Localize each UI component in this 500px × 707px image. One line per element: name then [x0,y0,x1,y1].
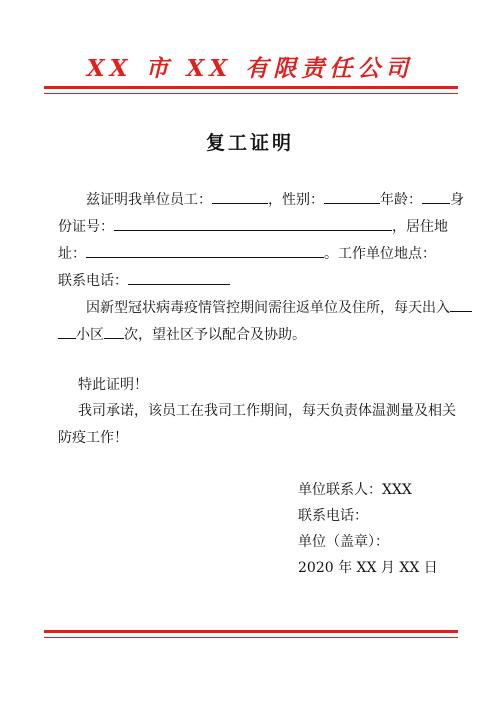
id-number-label: 份证号： [58,219,114,235]
header-rule-thin [44,93,458,94]
times-blank [104,324,124,339]
body-line-3 [58,243,436,263]
age-blank [422,189,450,204]
id-number-blank [114,216,392,231]
document-title: 复工证明 [205,132,294,154]
contact-phone: 联系电话： [298,508,368,524]
footer-rule-thick [44,630,458,633]
employee-name-label: 兹证明我单位员工： [86,192,212,208]
gender-blank [324,189,380,204]
employee-name-blank [212,189,268,204]
request-text: 次，望社区予以配合及协助。 [124,327,306,343]
age-label: 年龄： [380,192,422,208]
company-header-title: XX 市 XX 有限责任公司 [86,55,414,82]
body-line-5 [86,297,472,317]
phone-blank [128,270,230,285]
body-line-6 [58,324,306,344]
contact-person: 单位联系人：XXX [298,482,412,498]
body-line-2 [58,216,448,236]
id-label-start: 身 [450,192,464,208]
address-label: 址： [58,246,86,262]
daily-entry-blank [450,297,472,312]
reason-text: 因新型冠状病毒疫情管控期间需往返单位及住所，每天出入 [86,300,450,316]
residence-label: ，居住地 [392,219,448,235]
address-blank [86,243,324,258]
body-line-4 [58,270,230,290]
community-label: 小区 [76,327,104,343]
gender-label: ，性别： [268,192,324,208]
seal-label: 单位（盖章）： [298,534,389,550]
special-certification: 特此证明！ [78,377,148,393]
work-location-label: 。工作单位地点： [324,246,436,262]
phone-label: 联系电话： [58,273,128,289]
footer-rule-thin [44,637,458,638]
daily-entry-blank-cont [58,324,76,339]
promise-line-1: 我司承诺，该员工在我司工作期间，每天负责体温测量及相关 [78,403,456,419]
body-line-1 [86,189,464,209]
date-line: 2020 年 XX 月 XX 日 [298,560,438,576]
promise-line-2: 防疫工作！ [58,430,128,446]
header-rule-thick [44,86,458,89]
